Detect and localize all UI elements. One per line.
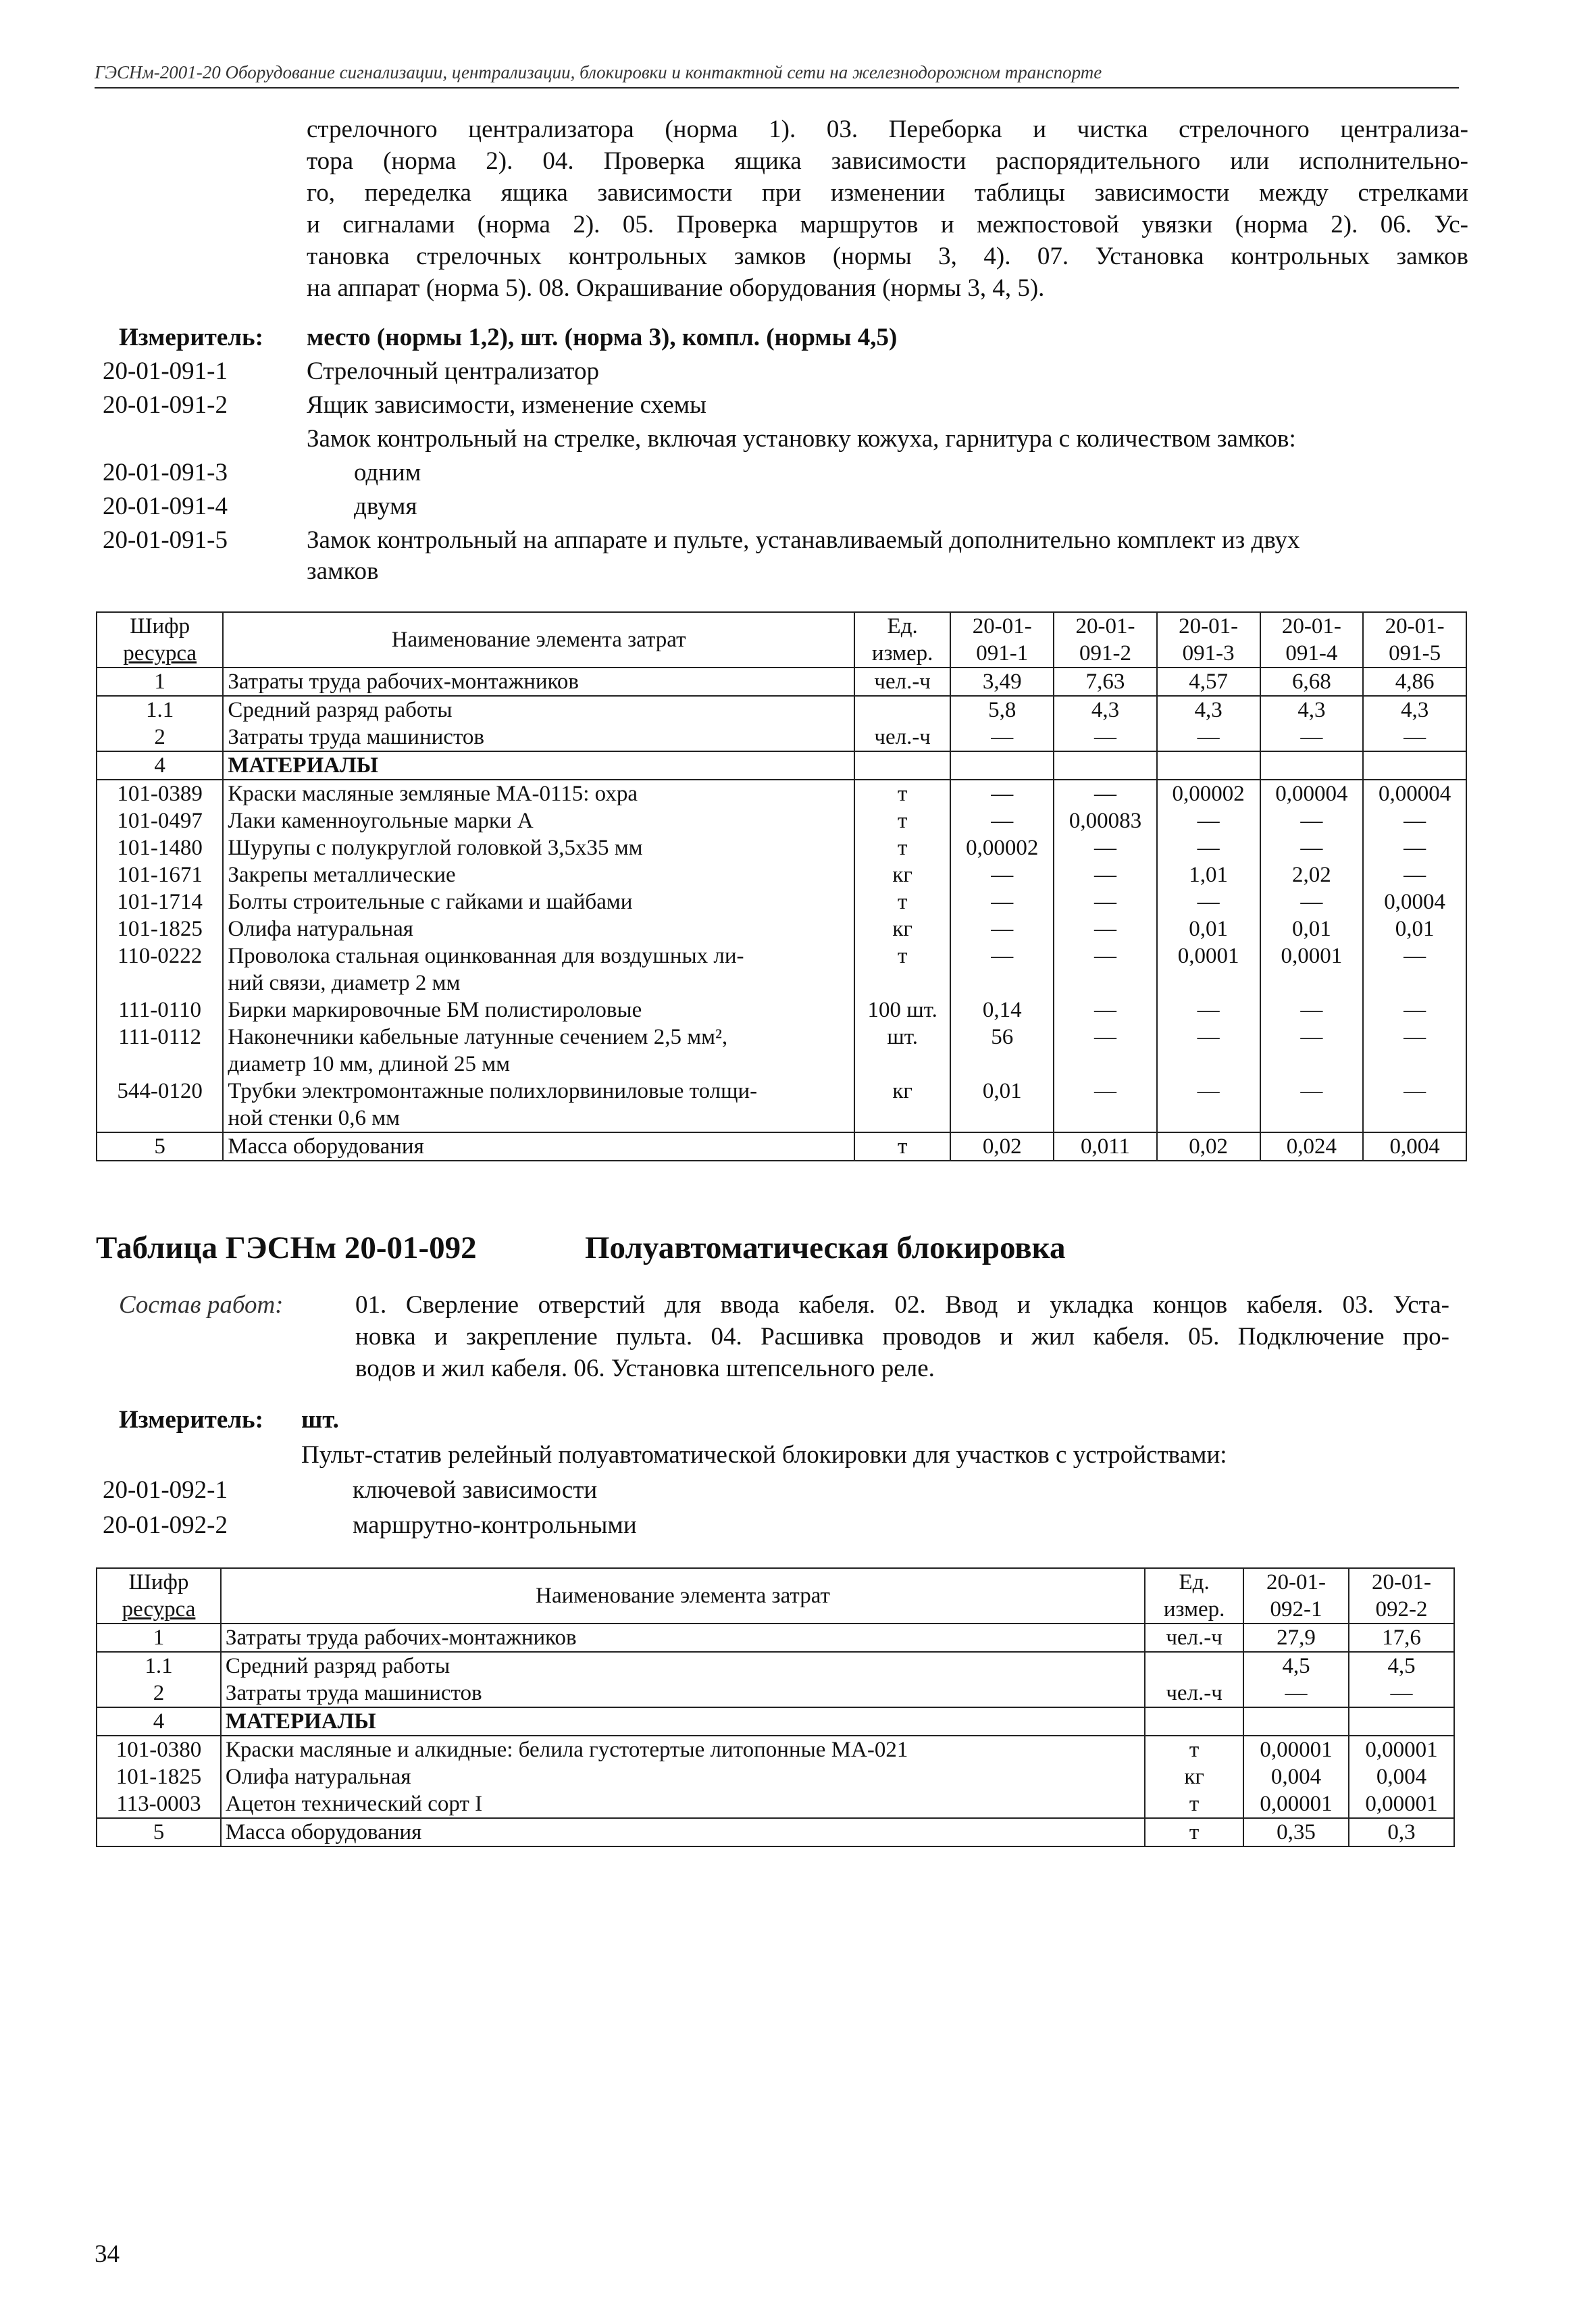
cell-norm-value: 0,0001 <box>1260 942 1364 970</box>
cell-cost-element: диаметр 10 мм, длиной 25 мм <box>223 1051 854 1078</box>
cell-resource-code <box>97 970 223 997</box>
cell-norm-value: — <box>1363 724 1466 751</box>
cell-norm-value <box>950 1105 1054 1132</box>
table-row <box>97 1790 1454 1818</box>
cell-norm-value: 0,004 <box>1349 1763 1454 1790</box>
cell-norm-value: 0,00004 <box>1260 780 1364 807</box>
cell-norm-value: — <box>1157 1024 1260 1051</box>
cell-cost-element: Шурупы с полукруглой головкой 3,5х35 мм <box>223 834 854 861</box>
cell-norm-value: 0,01 <box>1363 915 1466 942</box>
cell-resource-code <box>97 1051 223 1078</box>
table-row <box>97 1051 1466 1078</box>
cell-cost-element: Средний разряд работы <box>221 1652 1145 1680</box>
cell-norm-value <box>1260 1051 1364 1078</box>
table-row <box>97 696 1466 724</box>
cell-norm-value <box>1054 970 1157 997</box>
works-label-092: Состав работ: <box>119 1291 284 1319</box>
cell-norm-value: — <box>1054 780 1157 807</box>
cell-norm-value: 0,02 <box>950 1132 1054 1161</box>
cell-norm-value: 4,3 <box>1054 696 1157 724</box>
norm-group-text: Замок контрольный на стрелке, включая установку кожуха, гарнитура с количеством замков: <box>307 425 1296 453</box>
norm-text: одним <box>354 459 421 486</box>
measure-value-091: место (нормы 1,2), шт. (норма 3), компл. (нормы 4,5) <box>307 324 898 351</box>
norm-code: 20-01-091-3 <box>103 459 228 486</box>
cell-norm-value <box>1260 1105 1364 1132</box>
cell-norm-value: — <box>1260 807 1364 834</box>
cell-unit <box>854 751 951 780</box>
cell-cost-element: Болты строительные с гайками и шайбами <box>223 888 854 915</box>
cell-norm-value <box>1054 1105 1157 1132</box>
table-header-row <box>97 1568 1454 1624</box>
cell-norm-value: — <box>1054 942 1157 970</box>
measure-value-092: шт. <box>301 1406 339 1434</box>
cell-norm-value <box>1157 970 1260 997</box>
cell-norm-value: 4,3 <box>1363 696 1466 724</box>
cell-norm-value <box>950 751 1054 780</box>
table-row <box>97 834 1466 861</box>
table-row <box>97 1707 1454 1736</box>
col-header-norm: 20-01- 091-5 <box>1363 612 1466 668</box>
cell-cost-element: ний связи, диаметр 2 мм <box>223 970 854 997</box>
norm-group-text: Пульт-статив релейный полуавтоматической блокировки для участков с устройствами: <box>301 1441 1227 1469</box>
cell-unit: кг <box>854 861 951 888</box>
col-header-name: Наименование элемента затрат <box>221 1568 1145 1624</box>
cell-norm-value <box>1363 1051 1466 1078</box>
cell-norm-value <box>1157 1105 1260 1132</box>
cell-norm-value <box>950 970 1054 997</box>
cell-norm-value <box>1054 1051 1157 1078</box>
cell-resource-code: 101-0497 <box>97 807 223 834</box>
cell-cost-element: Наконечники кабельные латунные сечением 2,5 мм², <box>223 1024 854 1051</box>
resource-table-091 <box>96 611 1467 1161</box>
cell-norm-value: — <box>1363 1024 1466 1051</box>
table-row <box>97 1736 1454 1763</box>
table-row <box>97 780 1466 807</box>
table-row <box>97 1105 1466 1132</box>
cell-cost-element: Олифа натуральная <box>221 1763 1145 1790</box>
cell-norm-value: — <box>1260 724 1364 751</box>
cell-cost-element: Затраты труда рабочих-монтажников <box>221 1624 1145 1652</box>
cell-norm-value: 0,00004 <box>1363 780 1466 807</box>
cell-norm-value: — <box>1243 1680 1349 1707</box>
cell-norm-value: — <box>1363 834 1466 861</box>
cell-cost-element: Средний разряд работы <box>223 696 854 724</box>
measure-label-092: Измеритель: <box>119 1406 263 1434</box>
cell-cost-element: Закрепы металлические <box>223 861 854 888</box>
cell-norm-value: 0,01 <box>1260 915 1364 942</box>
table-row <box>97 942 1466 970</box>
cell-norm-value: — <box>1260 888 1364 915</box>
col-header-name: Наименование элемента затрат <box>223 612 854 668</box>
intro-line: стрелочного централизатора (норма 1). 03. Переборка и чистка стрелочного централиза- <box>307 116 1468 143</box>
cell-resource-code: 4 <box>97 1707 221 1736</box>
cell-norm-value: — <box>1260 997 1364 1024</box>
cell-cost-element: Трубки электромонтажные полихлорвиниловые толщи- <box>223 1078 854 1105</box>
cell-unit: т <box>854 780 951 807</box>
norm-code: 20-01-091-1 <box>103 357 228 385</box>
cell-norm-value: — <box>1157 997 1260 1024</box>
norm-text: ключевой зависимости <box>353 1476 598 1504</box>
cell-norm-value: 3,49 <box>950 668 1054 696</box>
norm-text: двумя <box>354 493 417 520</box>
cell-unit: т <box>854 1132 951 1161</box>
cell-norm-value: 0,00083 <box>1054 807 1157 834</box>
cell-resource-code: 2 <box>97 1680 221 1707</box>
cell-unit: т <box>854 888 951 915</box>
col-header-code: Шифр ресурса <box>97 612 223 668</box>
cell-unit: кг <box>854 1078 951 1105</box>
cell-unit: 100 шт. <box>854 997 951 1024</box>
cell-norm-value: 0,004 <box>1363 1132 1466 1161</box>
cell-unit: чел.-ч <box>1145 1624 1243 1652</box>
cell-resource-code: 5 <box>97 1818 221 1846</box>
cell-norm-value: — <box>1054 861 1157 888</box>
cell-norm-value: — <box>1157 834 1260 861</box>
page-number: 34 <box>95 2240 120 2268</box>
cell-norm-value <box>1260 970 1364 997</box>
cell-norm-value: 4,5 <box>1349 1652 1454 1680</box>
intro-line: тановка стрелочных контрольных замков (нормы 3, 4). 07. Установка контрольных замков <box>307 243 1468 270</box>
cell-norm-value <box>1157 751 1260 780</box>
cell-unit: т <box>1145 1818 1243 1846</box>
cell-cost-element: Лаки каменноугольные марки А <box>223 807 854 834</box>
cell-resource-code: 111-0112 <box>97 1024 223 1051</box>
table-row <box>97 997 1466 1024</box>
cell-cost-element: Масса оборудования <box>223 1132 854 1161</box>
resource-table-092 <box>96 1567 1455 1847</box>
cell-norm-value <box>1243 1707 1349 1736</box>
cell-unit: т <box>1145 1736 1243 1763</box>
norm-code: 20-01-092-1 <box>103 1476 228 1504</box>
cell-unit: кг <box>1145 1763 1243 1790</box>
cell-resource-code: 101-1825 <box>97 915 223 942</box>
table-row <box>97 751 1466 780</box>
cell-cost-element: Затраты труда машинистов <box>223 724 854 751</box>
table-row <box>97 970 1466 997</box>
cell-norm-value: 4,86 <box>1363 668 1466 696</box>
cell-resource-code: 101-1671 <box>97 861 223 888</box>
cell-norm-value: — <box>950 861 1054 888</box>
cell-norm-value: 0,00001 <box>1349 1736 1454 1763</box>
cell-norm-value: — <box>1260 1024 1364 1051</box>
norm-text: Стрелочный централизатор <box>307 357 599 385</box>
table-row <box>97 807 1466 834</box>
cell-norm-value: 0,0004 <box>1363 888 1466 915</box>
table-row <box>97 915 1466 942</box>
cell-unit <box>854 1105 951 1132</box>
cell-cost-element: Краски масляные земляные МА-0115: охра <box>223 780 854 807</box>
cell-cost-element: Масса оборудования <box>221 1818 1145 1846</box>
cell-norm-value: 2,02 <box>1260 861 1364 888</box>
cell-norm-value: — <box>950 915 1054 942</box>
col-header-unit: Ед. измер. <box>1145 1568 1243 1624</box>
cell-norm-value: — <box>1363 1078 1466 1105</box>
cell-norm-value <box>1054 751 1157 780</box>
cell-norm-value: — <box>950 724 1054 751</box>
cell-unit: т <box>854 834 951 861</box>
table-row <box>97 724 1466 751</box>
cell-norm-value: — <box>950 888 1054 915</box>
cell-norm-value <box>1363 970 1466 997</box>
table-row <box>97 1132 1466 1161</box>
cell-resource-code: 2 <box>97 724 223 751</box>
cell-resource-code: 1.1 <box>97 696 223 724</box>
cell-cost-element: Олифа натуральная <box>223 915 854 942</box>
intro-line: на аппарат (норма 5). 08. Окрашивание оборудования (нормы 3, 4, 5). <box>307 274 1045 302</box>
cell-norm-value: 0,00002 <box>1157 780 1260 807</box>
cell-norm-value: 4,3 <box>1157 696 1260 724</box>
cell-cost-element: Бирки маркировочные БМ полистироловые <box>223 997 854 1024</box>
cell-norm-value: 0,3 <box>1349 1818 1454 1846</box>
cell-norm-value: 0,01 <box>1157 915 1260 942</box>
cell-resource-code: 111-0110 <box>97 997 223 1024</box>
col-header-norm: 20-01- 091-1 <box>950 612 1054 668</box>
cell-unit <box>854 970 951 997</box>
norm-code: 20-01-091-5 <box>103 526 228 554</box>
norm-text: Ящик зависимости, изменение схемы <box>307 391 706 419</box>
cell-cost-element: Ацетон технический сорт I <box>221 1790 1145 1818</box>
cell-cost-element: Проволока стальная оцинкованная для воздушных ли- <box>223 942 854 970</box>
cell-resource-code: 1.1 <box>97 1652 221 1680</box>
cell-cost-element: Затраты труда рабочих-монтажников <box>223 668 854 696</box>
cell-norm-value: 0,0001 <box>1157 942 1260 970</box>
cell-norm-value: — <box>1363 997 1466 1024</box>
cell-norm-value: — <box>1054 1078 1157 1105</box>
intro-line: го, переделка ящика зависимости при изменении таблицы зависимости между стрелками <box>307 179 1468 207</box>
cell-cost-element: МАТЕРИАЛЫ <box>223 751 854 780</box>
cell-norm-value: — <box>1363 807 1466 834</box>
cell-norm-value: — <box>1260 1078 1364 1105</box>
cell-norm-value: 0,024 <box>1260 1132 1364 1161</box>
cell-cost-element: Краски масляные и алкидные: белила густотертые литопонные МА-021 <box>221 1736 1145 1763</box>
cell-resource-code: 101-1714 <box>97 888 223 915</box>
cell-norm-value: — <box>1054 834 1157 861</box>
cell-norm-value <box>1157 1051 1260 1078</box>
cell-resource-code: 101-1825 <box>97 1763 221 1790</box>
cell-norm-value: — <box>1363 942 1466 970</box>
cell-norm-value: 7,63 <box>1054 668 1157 696</box>
cell-resource-code: 101-0389 <box>97 780 223 807</box>
intro-paragraph <box>307 114 1468 304</box>
col-header-unit: Ед. измер. <box>854 612 951 668</box>
cell-cost-element: Затраты труда машинистов <box>221 1680 1145 1707</box>
cell-unit: кг <box>854 915 951 942</box>
cell-norm-value: — <box>1054 888 1157 915</box>
cell-norm-value: 1,01 <box>1157 861 1260 888</box>
cell-unit <box>1145 1652 1243 1680</box>
cell-norm-value: 0,00001 <box>1349 1790 1454 1818</box>
cell-resource-code: 1 <box>97 668 223 696</box>
norm-text-cont: замков <box>307 557 379 585</box>
cell-unit: т <box>854 807 951 834</box>
norm-text: маршрутно-контрольными <box>353 1511 637 1539</box>
cell-resource-code <box>97 1105 223 1132</box>
cell-norm-value: — <box>950 780 1054 807</box>
cell-norm-value: 0,01 <box>950 1078 1054 1105</box>
cell-norm-value: — <box>1157 724 1260 751</box>
cell-norm-value <box>1363 751 1466 780</box>
works-line: новка и закрепление пульта. 04. Расшивка проводов и жил кабеля. 05. Подключение про- <box>355 1323 1449 1351</box>
table-row <box>97 668 1466 696</box>
table-name-092: Полуавтоматическая блокировка <box>585 1230 1066 1265</box>
cell-resource-code: 110-0222 <box>97 942 223 970</box>
cell-norm-value: 0,02 <box>1157 1132 1260 1161</box>
cell-norm-value: 4,5 <box>1243 1652 1349 1680</box>
norm-code: 20-01-092-2 <box>103 1511 228 1539</box>
col-header-code: Шифр ресурса <box>97 1568 221 1624</box>
col-header-norm: 20-01- 091-2 <box>1054 612 1157 668</box>
cell-norm-value: 0,14 <box>950 997 1054 1024</box>
table-row <box>97 888 1466 915</box>
cell-norm-value: 0,00001 <box>1243 1790 1349 1818</box>
cell-cost-element: МАТЕРИАЛЫ <box>221 1707 1145 1736</box>
col-header-norm: 20-01- 091-4 <box>1260 612 1364 668</box>
norm-code: 20-01-091-2 <box>103 391 228 419</box>
cell-norm-value: 27,9 <box>1243 1624 1349 1652</box>
running-header: ГЭСНм-2001-20 Оборудование сигнализации, централизации, блокировки и контактной сети на железнодорожном транспорте <box>95 62 1459 89</box>
cell-unit: чел.-ч <box>854 724 951 751</box>
cell-norm-value: — <box>1363 861 1466 888</box>
cell-norm-value: — <box>1054 997 1157 1024</box>
cell-norm-value: 0,35 <box>1243 1818 1349 1846</box>
table-header-row <box>97 612 1466 668</box>
measure-label-091: Измеритель: <box>119 324 263 351</box>
cell-norm-value <box>1349 1707 1454 1736</box>
intro-line: и сигналами (норма 2). 05. Проверка маршрутов и межпостовой увязки (норма 2). 06. Ус- <box>307 211 1468 238</box>
cell-norm-value: 6,68 <box>1260 668 1364 696</box>
cell-resource-code: 101-1480 <box>97 834 223 861</box>
table-row <box>97 861 1466 888</box>
cell-norm-value <box>1363 1105 1466 1132</box>
cell-resource-code: 1 <box>97 1624 221 1652</box>
cell-resource-code: 113-0003 <box>97 1790 221 1818</box>
cell-norm-value: 4,3 <box>1260 696 1364 724</box>
cell-norm-value <box>950 1051 1054 1078</box>
cell-unit: т <box>854 942 951 970</box>
cell-unit <box>1145 1707 1243 1736</box>
col-header-norm: 20-01- 092-2 <box>1349 1568 1454 1624</box>
cell-norm-value: 0,004 <box>1243 1763 1349 1790</box>
cell-norm-value: 5,8 <box>950 696 1054 724</box>
cell-unit: чел.-ч <box>854 668 951 696</box>
table-row <box>97 1624 1454 1652</box>
cell-norm-value: — <box>1349 1680 1454 1707</box>
cell-resource-code: 5 <box>97 1132 223 1161</box>
intro-line: тора (норма 2). 04. Проверка ящика зависимости распорядительного или исполнительно- <box>307 147 1468 175</box>
cell-norm-value: — <box>1260 834 1364 861</box>
cell-unit: т <box>1145 1790 1243 1818</box>
cell-unit <box>854 1051 951 1078</box>
cell-resource-code: 544-0120 <box>97 1078 223 1105</box>
cell-norm-value: — <box>1157 888 1260 915</box>
table-row <box>97 1818 1454 1846</box>
cell-unit <box>854 696 951 724</box>
works-line: 01. Сверление отверстий для ввода кабеля. 02. Ввод и укладка концов кабеля. 03. Уста- <box>355 1291 1449 1319</box>
table-row <box>97 1680 1454 1707</box>
cell-norm-value: 0,011 <box>1054 1132 1157 1161</box>
works-line: водов и жил кабеля. 06. Установка штепсельного реле. <box>355 1355 935 1382</box>
cell-norm-value: — <box>1054 915 1157 942</box>
norm-code: 20-01-091-4 <box>103 493 228 520</box>
cell-norm-value: — <box>1054 1024 1157 1051</box>
cell-norm-value <box>1260 751 1364 780</box>
cell-norm-value: 4,57 <box>1157 668 1260 696</box>
norm-text: Замок контрольный на аппарате и пульте, устанавливаемый дополнительно комплект из двух <box>307 526 1300 554</box>
cell-norm-value: — <box>1157 1078 1260 1105</box>
col-header-norm: 20-01- 091-3 <box>1157 612 1260 668</box>
cell-norm-value: 56 <box>950 1024 1054 1051</box>
cell-norm-value: — <box>1054 724 1157 751</box>
col-header-norm: 20-01- 092-1 <box>1243 1568 1349 1624</box>
table-row <box>97 1024 1466 1051</box>
cell-norm-value: — <box>950 807 1054 834</box>
cell-resource-code: 4 <box>97 751 223 780</box>
works-paragraph-092 <box>355 1289 1449 1384</box>
table-row <box>97 1078 1466 1105</box>
cell-norm-value: 0,00002 <box>950 834 1054 861</box>
cell-resource-code: 101-0380 <box>97 1736 221 1763</box>
cell-norm-value: 17,6 <box>1349 1624 1454 1652</box>
table-row <box>97 1652 1454 1680</box>
cell-norm-value: 0,00001 <box>1243 1736 1349 1763</box>
cell-norm-value: — <box>1157 807 1260 834</box>
cell-unit: шт. <box>854 1024 951 1051</box>
cell-norm-value: — <box>950 942 1054 970</box>
table-title-092: Таблица ГЭСНм 20-01-092 <box>96 1230 477 1265</box>
cell-cost-element: ной стенки 0,6 мм <box>223 1105 854 1132</box>
table-row <box>97 1763 1454 1790</box>
cell-unit: чел.-ч <box>1145 1680 1243 1707</box>
